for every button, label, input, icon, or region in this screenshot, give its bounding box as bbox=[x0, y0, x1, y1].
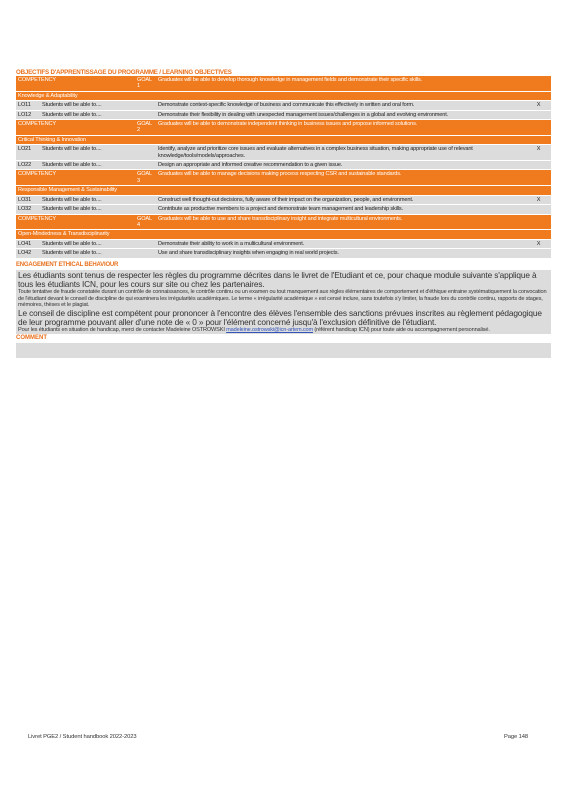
lo-code: LO22 bbox=[16, 161, 40, 170]
lo-gap bbox=[135, 195, 156, 204]
footer-page-number: Page 148 bbox=[503, 734, 528, 740]
goal-description: Graduates will be able to demonstrate independent thinking in business issues and propose informed solutions. bbox=[156, 120, 526, 136]
lo-stem: Students will be able to.... bbox=[40, 249, 135, 258]
lo-mark: X bbox=[526, 145, 551, 161]
competency-name: Open-Mindedness & Transdisciplinarity bbox=[16, 230, 156, 239]
lo-stem: Students will be able to.... bbox=[40, 145, 135, 161]
goal-label: GOAL 2 bbox=[135, 120, 156, 136]
lo-description: Contribute as productive members to a project and demonstrate team management and leadership skills. bbox=[156, 205, 526, 214]
competency-name: Knowledge & Adaptability bbox=[16, 91, 156, 100]
learning-objective-row bbox=[16, 239, 551, 248]
lo-stem: Students will be able to.... bbox=[40, 161, 135, 170]
lo-gap bbox=[135, 161, 156, 170]
competency-row bbox=[16, 170, 551, 186]
ethics-heading: ENGAGEMENT ETHICAL BEHAVIOUR bbox=[16, 262, 119, 268]
learning-objective-row bbox=[16, 110, 551, 119]
lo-mark: X bbox=[526, 239, 551, 248]
page-footer bbox=[28, 734, 528, 740]
goal-label: GOAL 3 bbox=[135, 170, 156, 186]
lo-stem: Students will be able to.... bbox=[40, 239, 135, 248]
competency-name: Critical Thinking & Innovation bbox=[16, 135, 156, 144]
lo-gap bbox=[135, 110, 156, 119]
competency-spacer bbox=[156, 186, 526, 195]
competency-name-row bbox=[16, 135, 551, 144]
lo-mark bbox=[526, 249, 551, 258]
goal-mark bbox=[526, 170, 551, 186]
lo-code: LO42 bbox=[16, 249, 40, 258]
lo-mark bbox=[526, 161, 551, 170]
lo-mark bbox=[526, 110, 551, 119]
lo-description: Design an appropriate and informed creative recommendation to a given issue. bbox=[156, 161, 526, 170]
competency-name-row bbox=[16, 230, 551, 239]
competency-label: COMPETENCY bbox=[16, 214, 135, 230]
lo-gap bbox=[135, 249, 156, 258]
learning-objective-row bbox=[16, 101, 551, 110]
goal-mark bbox=[526, 120, 551, 136]
competency-spacer-end bbox=[526, 230, 551, 239]
lo-stem: Students will be able to.... bbox=[40, 110, 135, 119]
ethics-box bbox=[16, 270, 551, 334]
lo-gap bbox=[135, 239, 156, 248]
lo-code: LO11 bbox=[16, 101, 40, 110]
learning-objective-row bbox=[16, 161, 551, 170]
competency-label: COMPETENCY bbox=[16, 170, 135, 186]
goal-label: GOAL 1 bbox=[135, 76, 156, 91]
learning-objective-row bbox=[16, 249, 551, 258]
ethics-paragraph-2: Toute tentative de fraude constatée durant un contrôle de connaissances, le contrôle continu ou un examen ou tout manquement aux règles élémentaires de comportement et d'éthique entraine systématiquement la convocation de l'étudiant devant le conseil de discipline de qui examinera les irrégularités académiques. Le terme « irrégularité académique » est censé inclure, sans toutefois s'y limiter, la fraude lors du contrôle continu, rapports de stages, mémoires, thèses et le plagiat. bbox=[18, 289, 547, 308]
learning-objectives-table bbox=[16, 76, 551, 259]
footer-handbook-title: Livret PGE2 / Student handbook 2022-2023 bbox=[28, 734, 137, 740]
competency-spacer bbox=[156, 230, 526, 239]
comment-box bbox=[16, 343, 551, 358]
competency-spacer bbox=[156, 91, 526, 100]
lo-code: LO21 bbox=[16, 145, 40, 161]
competency-row bbox=[16, 76, 551, 91]
goal-description: Graduates will be able to use and share transdisciplinary insight and integrate multicultural environments. bbox=[156, 214, 526, 230]
lo-description: Construct well thought-out decisions, fully aware of their impact on the organization, people, and environment. bbox=[156, 195, 526, 204]
lo-stem: Students will be able to.... bbox=[40, 205, 135, 214]
lo-mark bbox=[526, 205, 551, 214]
learning-objectives-title: OBJECTIFS D'APPRENTISSAGE DU PROGRAMME / LEARNING OBJECTIVES bbox=[16, 69, 232, 76]
competency-row bbox=[16, 120, 551, 136]
handicap-email-link[interactable]: madeleine.ostrowski@icn-artem.com bbox=[226, 326, 314, 333]
lo-description: Demonstrate context-specific knowledge of business and communicate this effectively in written and oral form. bbox=[156, 101, 526, 110]
ethics-paragraph-1: Les étudiants sont tenus de respecter les règles du programme décrites dans le livret de l'Etudiant et ce, pour chaque module suivante s'applique à tous les étudiants ICN, pour les cours sur site ou chez les partenaires. bbox=[18, 270, 537, 289]
goal-description: Graduates will be able to manage decisions making process respecting CSR and sustainable standards. bbox=[156, 170, 526, 186]
competency-spacer-end bbox=[526, 186, 551, 195]
competency-label: COMPETENCY bbox=[16, 76, 135, 91]
competency-name: Responsible Management & Sustainability bbox=[16, 186, 156, 195]
ethics-paragraph-3: Le conseil de discipline est compétent pour prononcer à l'encontre des élèves l'ensemble des sanctions prévues inscrites au règlement pédagogique de leur programme pouvant aller d'une note de « 0 » pour l'élément concerné jusqu'à l'exclusion définitive de l'étudiant. bbox=[18, 307, 542, 327]
lo-gap bbox=[135, 101, 156, 110]
lo-description: Demonstrate their flexibility in dealing with unexpected management issues/challenges in a global and evolving environment. bbox=[156, 110, 526, 119]
comment-heading: COMMENT bbox=[16, 335, 47, 341]
competency-spacer-end bbox=[526, 135, 551, 144]
learning-objective-row bbox=[16, 205, 551, 214]
lo-code: LO12 bbox=[16, 110, 40, 119]
lo-description: Use and share transdisciplinary insights when engaging in real world projects. bbox=[156, 249, 526, 258]
lo-code: LO32 bbox=[16, 205, 40, 214]
ethics-paragraph-4 bbox=[18, 327, 549, 334]
goal-description: Graduates will be able to develop thorough knowledge in management fields and demonstrate their specific skills. bbox=[156, 76, 526, 91]
goal-label: GOAL 4 bbox=[135, 214, 156, 230]
learning-objective-row bbox=[16, 195, 551, 204]
lo-mark: X bbox=[526, 195, 551, 204]
competency-spacer bbox=[156, 135, 526, 144]
lo-mark: X bbox=[526, 101, 551, 110]
lo-description: Identify, analyze and prioritize core issues and evaluate alternatives in a complex business situation, making appropriate use of relevant knowledge/tools/models/approaches. bbox=[156, 145, 526, 161]
goal-mark bbox=[526, 76, 551, 91]
lo-code: LO41 bbox=[16, 239, 40, 248]
competency-row bbox=[16, 214, 551, 230]
lo-code: LO31 bbox=[16, 195, 40, 204]
lo-description: Demonstrate their ability to work in a multicultural environment. bbox=[156, 239, 526, 248]
lo-stem: Students will be able to.... bbox=[40, 195, 135, 204]
competency-spacer-end bbox=[526, 91, 551, 100]
competency-name-row bbox=[16, 186, 551, 195]
lo-stem: Students will be able to.... bbox=[40, 101, 135, 110]
learning-objective-row bbox=[16, 145, 551, 161]
competency-name-row bbox=[16, 91, 551, 100]
lo-gap bbox=[135, 205, 156, 214]
handicap-text-start: Pour les étudiants en situation de handicap, merci de contacter Madeleine OSTROWSKI bbox=[18, 326, 225, 333]
goal-mark bbox=[526, 214, 551, 230]
competency-label: COMPETENCY bbox=[16, 120, 135, 136]
lo-gap bbox=[135, 145, 156, 161]
handicap-text-end: (référent handicap ICN) pour toute aide ou accompagnement personnalisé. bbox=[314, 326, 490, 333]
